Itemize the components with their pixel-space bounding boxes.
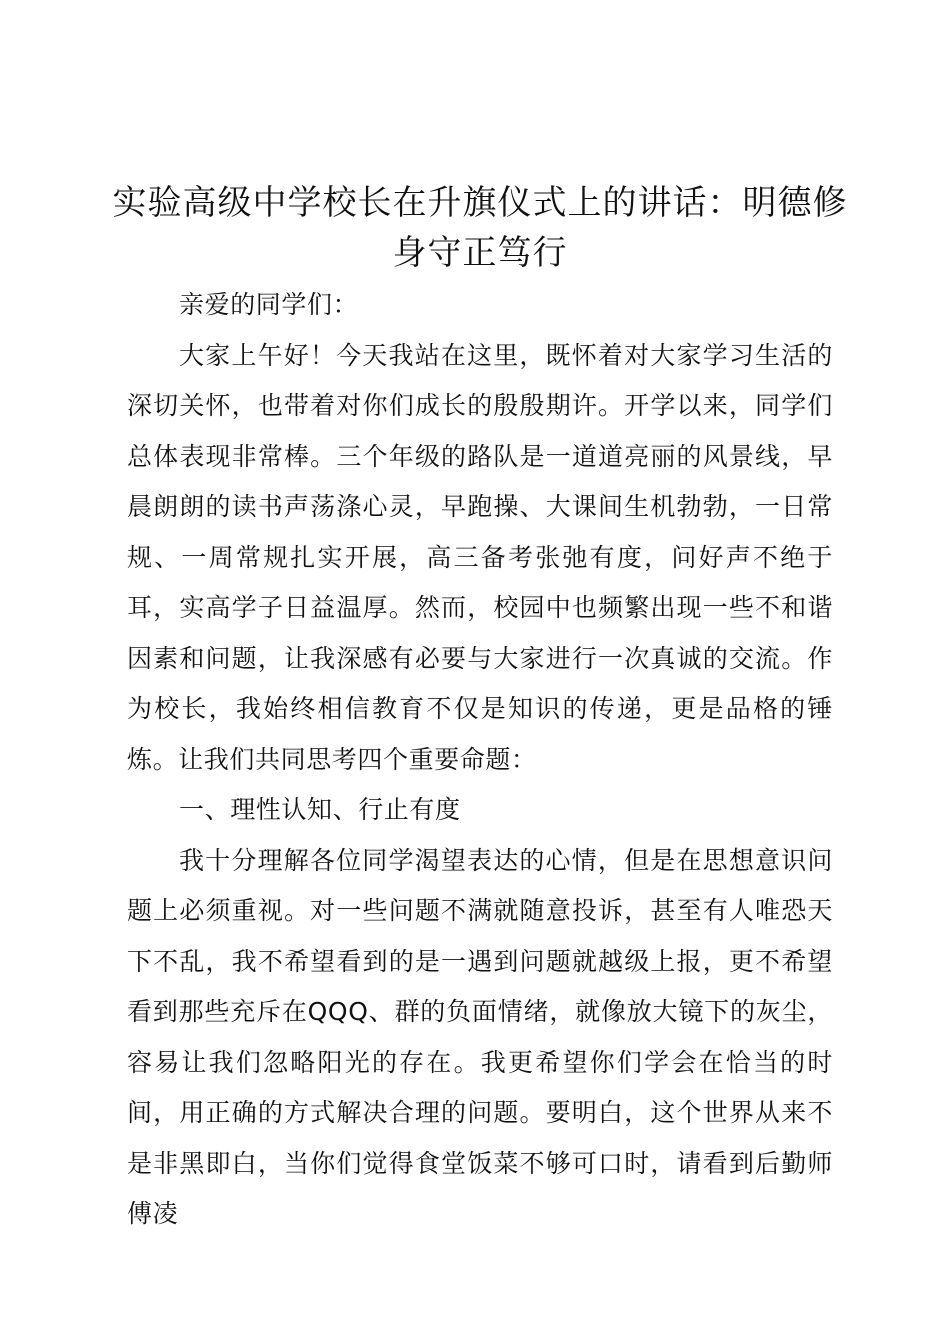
- salutation-paragraph: 亲爱的同学们：: [179, 290, 359, 319]
- opening-paragraph: 大家上午好！今天我站在这里，既怀着对大家学习生活的深切关怀，也带着对你们成长的殷殷期许。开学以来，同学们总体表现非常棒。三个年级的路队是一道道亮丽的风景线，早晨朗朗的读书声荡涤心灵，早跑操、大课间生机勃勃，一日常规、一周常规扎实开展，高三备考张弛有度，问好声不绝于耳，实高学子日益温厚。然而，校园中也频繁出现一些不和谐因素和问题，让我深感有必要与大家进行一次真诚的交流。作为校长，我始终相信教育不仅是知识的传递，更是品格的锤炼。让我们共同思考四个重要命题：: [127, 340, 833, 774]
- section-one-paragraph: 我十分理解各位同学渴望表达的心情，但是在思想意识问题上必须重视。对一些问题不满就随意投诉，甚至有人唯恐天下不乱，我不希望看到的是一遇到问题就越级上报，更不希望看到那些充斥在QQQ、群的负面情绪，就像放大镜下的灰尘，容易让我们忽略阳光的存在。我更希望你们学会在恰当的时间，用正确的方式解决合理的问题。要明白，这个世界从来不是非黑即白，当你们觉得食堂饭菜不够可口时，请看到后勤师傅凌: [127, 845, 833, 1228]
- section-heading: 一、理性认知、行止有度: [179, 795, 461, 824]
- document-body: [127, 280, 833, 1240]
- document-title: 实验高级中学校长在升旗仪式上的讲话：明德修身守正笃行: [112, 183, 848, 273]
